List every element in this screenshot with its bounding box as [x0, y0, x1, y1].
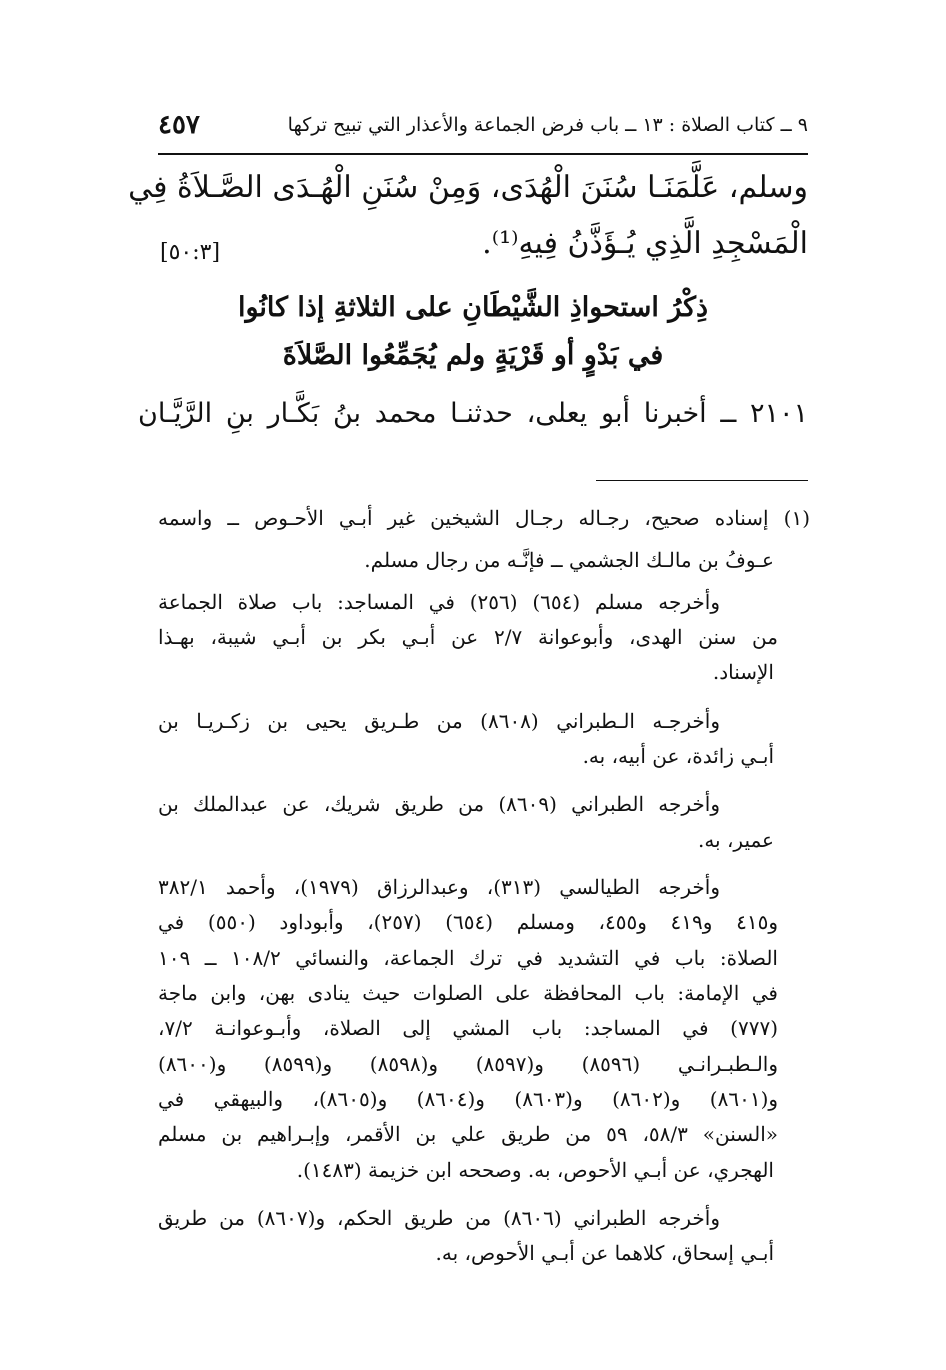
footnote-line: وأخرجه مسلم (٦٥٤) (٢٥٦) في المساجد: باب صلاة الجماعة: [158, 590, 720, 614]
main-text-line-2: الْمَسْجِدِ الَّذِي يُـؤَذَّنُ فِيهِ⁽¹⁾.: [482, 226, 808, 261]
running-head: ٩ ــ كتاب الصلاة : ١٣ ــ باب فرض الجماعة والأعذار التي تبيح تركها: [287, 114, 808, 136]
footnote-line: (٧٧٧) في المساجد: باب المشي إلى الصلاة، وأبـوعوانـة ٧/٢،: [158, 1016, 778, 1040]
footnote-line: والـطبـرانـي (٨٥٩٦) و(٨٥٩٧) و(٨٥٩٨) و(٨٥٩٩) و(٨٦٠٠): [158, 1052, 779, 1076]
footnote-line: و٤١٥ و٤١٩ و٤٥٥، ومسلم (٦٥٤) (٢٥٧)، وأبوداود (٥٥٠) في: [158, 910, 779, 934]
main-text-line-1: وسلم، عَلَّمَنَـا سُنَنَ الْهُدَى، وَمِنْ سُنَنِ الْهُـدَى الصَّـلاَةُ فِي: [128, 170, 808, 205]
section-heading-line-2: في بَدْوٍ أو قَرْيَةٍ ولم يُجَمِّعُوا الصَّلاَةَ: [282, 340, 664, 371]
source-reference: [٥٠:٣]: [160, 240, 221, 265]
header-rule: [158, 153, 808, 155]
section-heading-line-1: ذِكْرُ استحواذِ الشَّيْطَانِ على الثلاثةِ إذا كانُوا: [237, 292, 709, 323]
footnote-line: الإسناد.: [712, 660, 774, 684]
footnote-line: وأخرجه الطيالسي (٣١٣)، وعبدالرزاق (١٩٧٩)، وأحمد ٣٨٢/١: [158, 875, 720, 899]
footnote-line: و(٨٦٠١) و(٨٦٠٢) و(٨٦٠٣) و(٨٦٠٤) و(٨٦٠٥)، والبيهقي في: [158, 1087, 779, 1111]
footnote-line: أبـي إسحاق، كلاهما عن أبـي الأحوص، به.: [435, 1241, 774, 1265]
footnote-line: (١) إسناده صحيح، رجـاله رجـال الشيخين غير أبـي الأحـوص ــ واسمه: [158, 506, 810, 530]
footnote-line: «السنن» ٥٨/٣، ٥٩ من طريق علي بن الأقمر، وإبـراهيم بن مسلم: [158, 1122, 778, 1146]
footnote-line: وأخرجه الطبراني (٨٦٠٩) من طريق شريك، عن عبدالملك بن: [158, 792, 721, 816]
footnote-line: من سنن الهدى، وأبوعوانة ٢/٧ عن أبـي بكر بن أبـي شيبة، بهـذا: [158, 625, 778, 649]
footnote-line: الهجري، عن أبـي الأحوص، به. وصححه ابن خزيمة (١٤٨٣).: [296, 1158, 774, 1182]
footnote-line: الصلاة: باب في التشديد في ترك الجماعة، والنسائي ١٠٨/٢ ــ ١٠٩: [158, 946, 778, 970]
hadith-intro: ٢١٠١ ــ أخبرنا أبو يعلى، حدثنـا محمد بنُ بَكَّـار بنِ الرَّيَّـان: [138, 398, 808, 429]
footnote-line: وأخرجـه الـطبراني (٨٦٠٨) من طـريق يحيى بن زكـريـا بن: [158, 709, 720, 733]
footnote-rule: [596, 480, 808, 481]
footnote-line: أبـي زائدة، عن أبيه، به.: [582, 744, 774, 768]
footnote-line: عـوفُ بن مالـك الجشمي ــ فإنَّـه من رجال مسلم.: [364, 548, 774, 572]
footnote-line: في الإمامة: باب المحافظة على الصلوات حيث ينادى بهن، وابن ماجة: [158, 981, 778, 1005]
footnote-line: وأخرجه الطبراني (٨٦٠٦) من طريق الحكم، و(٨٦٠٧) من طريق: [158, 1206, 720, 1230]
page-number: ٤٥٧: [158, 110, 200, 140]
footnote-line: عمير، به.: [697, 828, 774, 852]
